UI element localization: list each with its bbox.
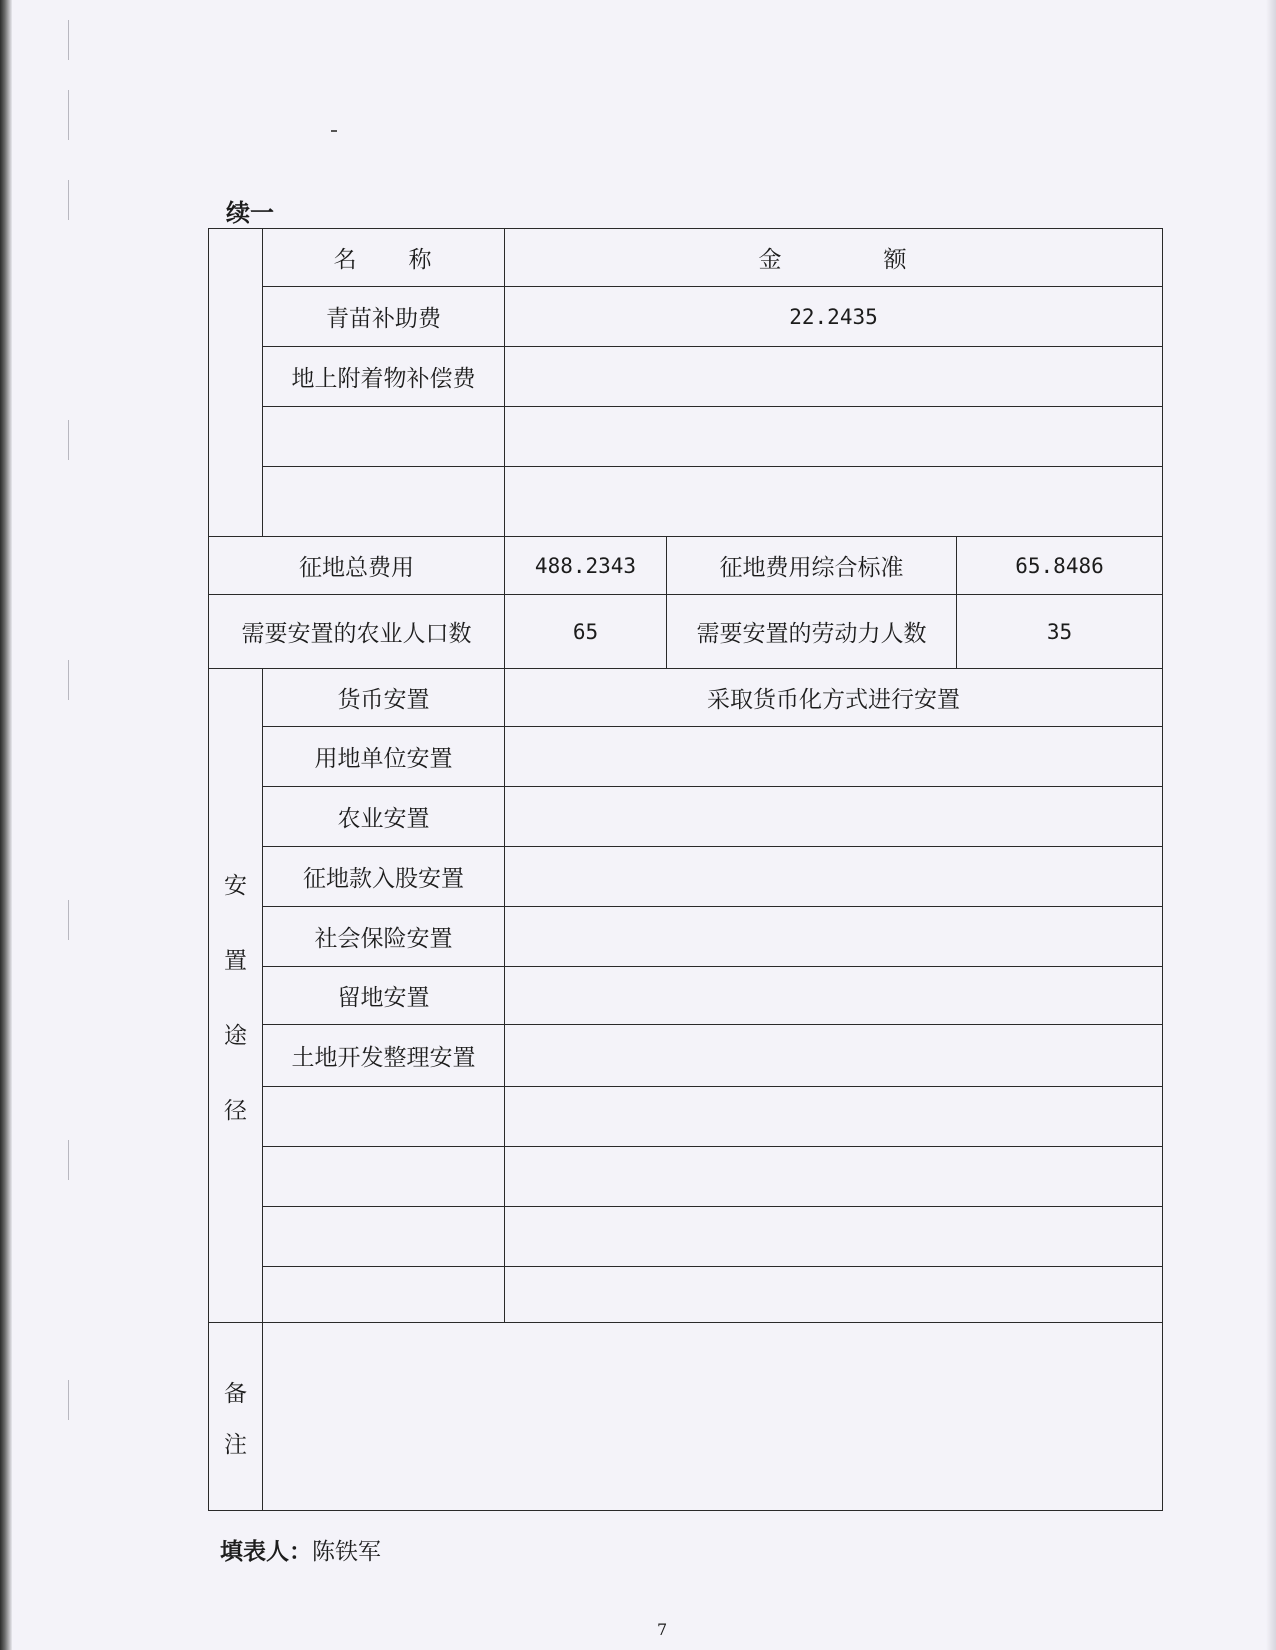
resettlement-row (209, 669, 1163, 727)
resettlement-row (209, 1147, 1163, 1207)
filler-name: 陈铁军 (312, 1539, 381, 1565)
resettlement-method (263, 1267, 505, 1323)
page-number: 7 (657, 1620, 668, 1639)
binding-mark (68, 660, 69, 700)
resettlement-method: 货币安置 (263, 669, 505, 727)
land-requisition-table (208, 228, 1163, 1511)
filler-label: 填表人： (220, 1539, 312, 1565)
fee-row (209, 287, 1163, 347)
resettlement-method: 农业安置 (263, 787, 505, 847)
resettlement-method: 土地开发整理安置 (263, 1025, 505, 1087)
resettlement-row (209, 727, 1163, 787)
summary-row (209, 595, 1163, 669)
binding-mark (68, 180, 69, 220)
resettlement-value (505, 787, 1163, 847)
resettlement-value (505, 907, 1163, 967)
resettlement-title-cell (209, 669, 263, 1323)
resettlement-method: 社会保险安置 (263, 907, 505, 967)
title-char: 置 (224, 947, 247, 974)
header-row (209, 229, 1163, 287)
binding-mark (68, 1140, 69, 1180)
resettlement-value (505, 1207, 1163, 1267)
remarks-title-cell (209, 1323, 263, 1511)
fee-name: 地上附着物补偿费 (263, 347, 505, 407)
agri-population-value: 65 (505, 595, 667, 669)
resettlement-value (505, 1087, 1163, 1147)
continued-heading: 续一 (226, 199, 274, 227)
title-char: 径 (224, 1097, 247, 1124)
title-char: 注 (224, 1431, 247, 1458)
resettlement-row (209, 1025, 1163, 1087)
scan-edge-right (1266, 0, 1276, 1650)
resettlement-row (209, 1207, 1163, 1267)
resettlement-method: 征地款入股安置 (263, 847, 505, 907)
resettlement-title (209, 867, 262, 1125)
title-char: 备 (224, 1380, 247, 1407)
resettlement-method: 留地安置 (263, 967, 505, 1025)
resettlement-row (209, 907, 1163, 967)
binding-mark (68, 20, 69, 60)
fee-amount (505, 467, 1163, 537)
resettlement-method: 用地单位安置 (263, 727, 505, 787)
title-char: 途 (224, 1022, 247, 1049)
agri-population-label: 需要安置的农业人口数 (209, 595, 505, 669)
total-cost-value: 488.2343 (505, 537, 667, 595)
fee-name: 青苗补助费 (263, 287, 505, 347)
fee-amount (505, 407, 1163, 467)
resettlement-value (505, 967, 1163, 1025)
standard-label: 征地费用综合标准 (667, 537, 957, 595)
resettlement-value (505, 847, 1163, 907)
resettlement-value (505, 1025, 1163, 1087)
resettlement-method (263, 1147, 505, 1207)
resettlement-value (505, 1267, 1163, 1323)
summary-row (209, 537, 1163, 595)
binding-mark (68, 420, 69, 460)
resettlement-row (209, 847, 1163, 907)
fees-group-label-cell (209, 229, 263, 537)
header-name: 名 称 (263, 229, 505, 287)
remarks-content (263, 1323, 1163, 1511)
binding-mark (68, 900, 69, 940)
resettlement-row (209, 1267, 1163, 1323)
remarks-title (209, 1375, 262, 1459)
labor-count-label: 需要安置的劳动力人数 (667, 595, 957, 669)
title-char: 安 (224, 872, 247, 899)
resettlement-value (505, 727, 1163, 787)
fee-amount: 22.2435 (505, 287, 1163, 347)
standard-value: 65.8486 (957, 537, 1163, 595)
resettlement-row (209, 787, 1163, 847)
remarks-row (209, 1323, 1163, 1511)
scan-edge-left (0, 0, 12, 1650)
fee-row (209, 467, 1163, 537)
form-filler (220, 1533, 381, 1566)
fee-row (209, 407, 1163, 467)
resettlement-row (209, 967, 1163, 1025)
total-cost-label: 征地总费用 (209, 537, 505, 595)
resettlement-value: 采取货币化方式进行安置 (505, 669, 1163, 727)
resettlement-row (209, 1087, 1163, 1147)
resettlement-method (263, 1087, 505, 1147)
resettlement-value (505, 1147, 1163, 1207)
binding-mark (68, 90, 69, 140)
resettlement-method (263, 1207, 505, 1267)
fee-name (263, 407, 505, 467)
binding-mark (68, 1380, 69, 1420)
labor-count-value: 35 (957, 595, 1163, 669)
fee-name (263, 467, 505, 537)
fee-amount (505, 347, 1163, 407)
header-amount: 金 额 (505, 229, 1163, 287)
scan-fleck (331, 130, 337, 132)
fee-row (209, 347, 1163, 407)
